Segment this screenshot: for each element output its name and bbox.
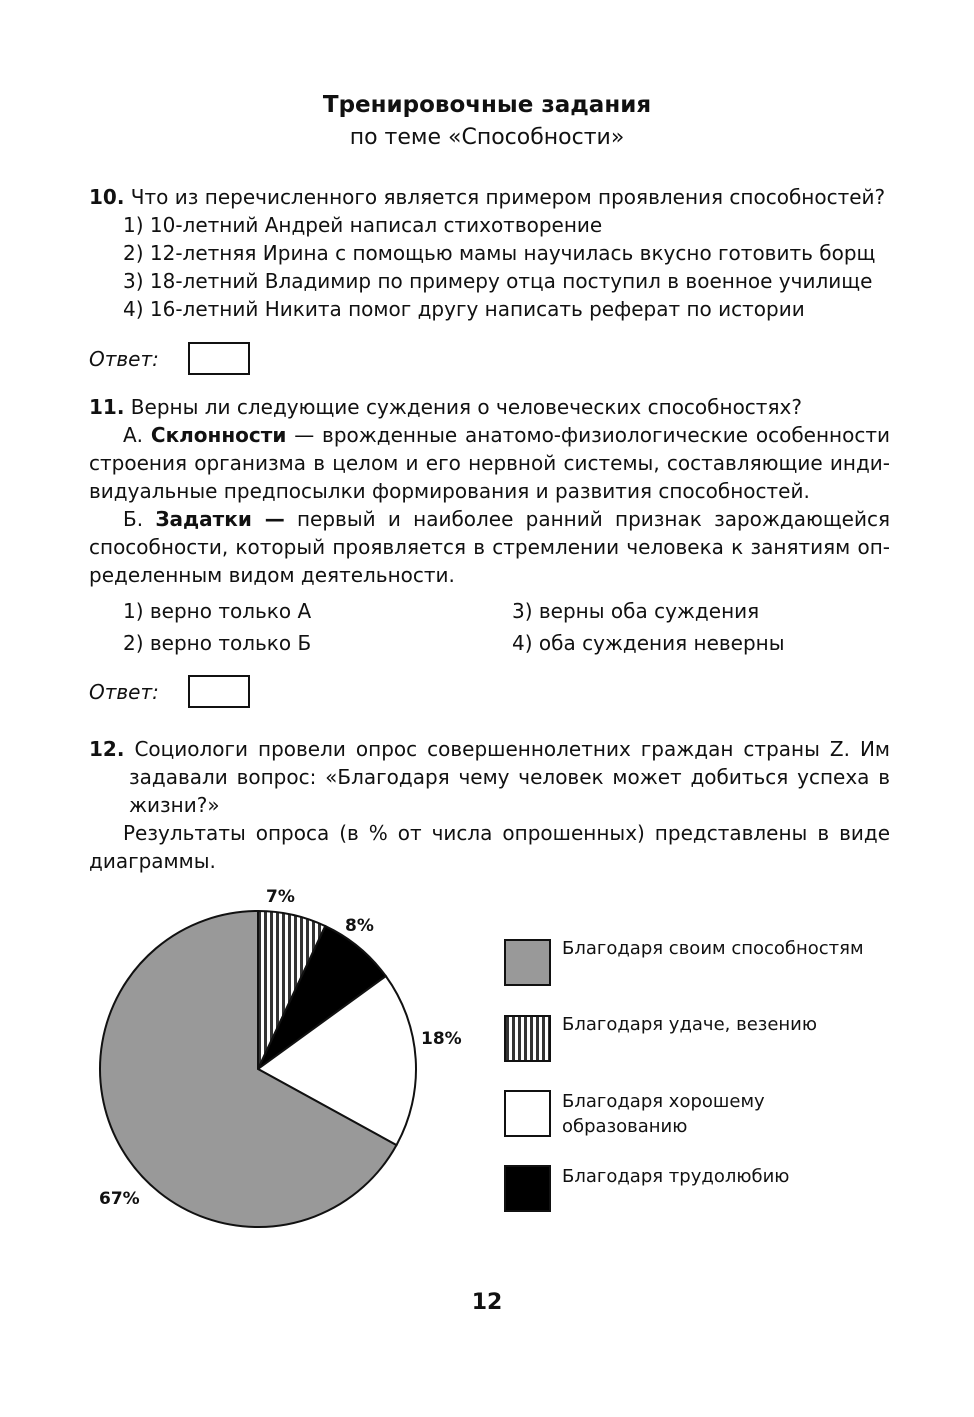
legend-swatch-diligence [504,1165,551,1212]
q11-number: 11. [89,395,125,419]
q10-answer-label: Ответ: [89,347,159,371]
q11-answer-label: Ответ: [89,680,159,704]
page-title: Тренировочные задания [322,92,652,118]
q11-statement-a-line3: видуальные предпосылки формирования и развития способностей. [89,479,810,503]
legend-label-luck: Благодаря удаче, везению [562,1014,818,1035]
q11-b-rest: первый и наиболее ранний признак зарождающейся [296,507,890,531]
legend-label-education-1: Благодаря хорошему [562,1091,765,1112]
pie-label-7: 7% [266,887,295,907]
q11-b-term: Задатки — [155,507,285,531]
pie-slices [100,911,416,1227]
q11-text: Верны ли следующие суждения о человеческих способностях? [130,395,802,419]
q11-option-1: 1) верно только А [123,599,312,623]
page-number: 12 [471,1290,503,1315]
q11-statement-a-line2: строения организма в целом и его нервной системы, составляющие инди- [89,451,890,475]
q11-statement-b-line3: ределенным видом деятельности. [89,563,455,587]
pie-label-18: 18% [421,1029,462,1049]
q10-option-1: 1) 10-летний Андрей написал стихотворение [123,213,603,237]
q12-line5: диаграммы. [89,849,216,873]
q10-option-4: 4) 16-летний Никита помог другу написать реферат по истории [123,297,805,321]
q11-a-prefix: А. [123,423,144,447]
q11-option-3: 3) верны оба суждения [512,599,760,623]
q12-line1-text: Социологи провели опрос совершеннолетних граждан страны Z. Им [134,737,890,761]
q11-option-4: 4) оба суждения неверны [512,631,785,655]
q10-text: Что из перечисленного является примером проявления способностей? [130,185,886,209]
q12-line4: Результаты опроса (в % от числа опрошенных) представлены в виде [123,821,890,845]
q12-line3: жизни?» [129,793,220,817]
pie-label-8: 8% [345,916,374,936]
q10-option-2: 2) 12-летняя Ирина с помощью мамы научилась вкусно готовить борщ [123,241,876,265]
q11-option-2: 2) верно только Б [123,631,312,655]
page-subtitle: по теме «Способности» [349,125,625,150]
pie-label-67: 67% [99,1189,140,1209]
legend-label-education-2: образованию [562,1116,688,1137]
q11-statement-b-line2: способности, который проявляется в стремлении человека к занятиям оп- [89,535,890,559]
q10-option-3: 3) 18-летний Владимир по примеру отца поступил в военное училище [123,269,873,293]
q12-number: 12. [89,737,125,761]
legend-swatch-education [504,1090,551,1137]
q10-number: 10. [89,185,125,209]
q11-b-prefix: Б. [123,507,144,531]
legend-label-diligence: Благодаря трудолюбию [562,1166,790,1187]
q11-a-term: Склонности [150,423,287,447]
legend-swatch-luck [504,1015,551,1062]
legend-swatch-abilities [504,939,551,986]
legend-label-abilities: Благодаря своим способностям [562,938,864,959]
q12-line2: задавали вопрос: «Благодаря чему человек может добиться успеха в [129,765,890,789]
q11-a-rest: — врожденные анатомо-физиологические особенности [294,423,891,447]
